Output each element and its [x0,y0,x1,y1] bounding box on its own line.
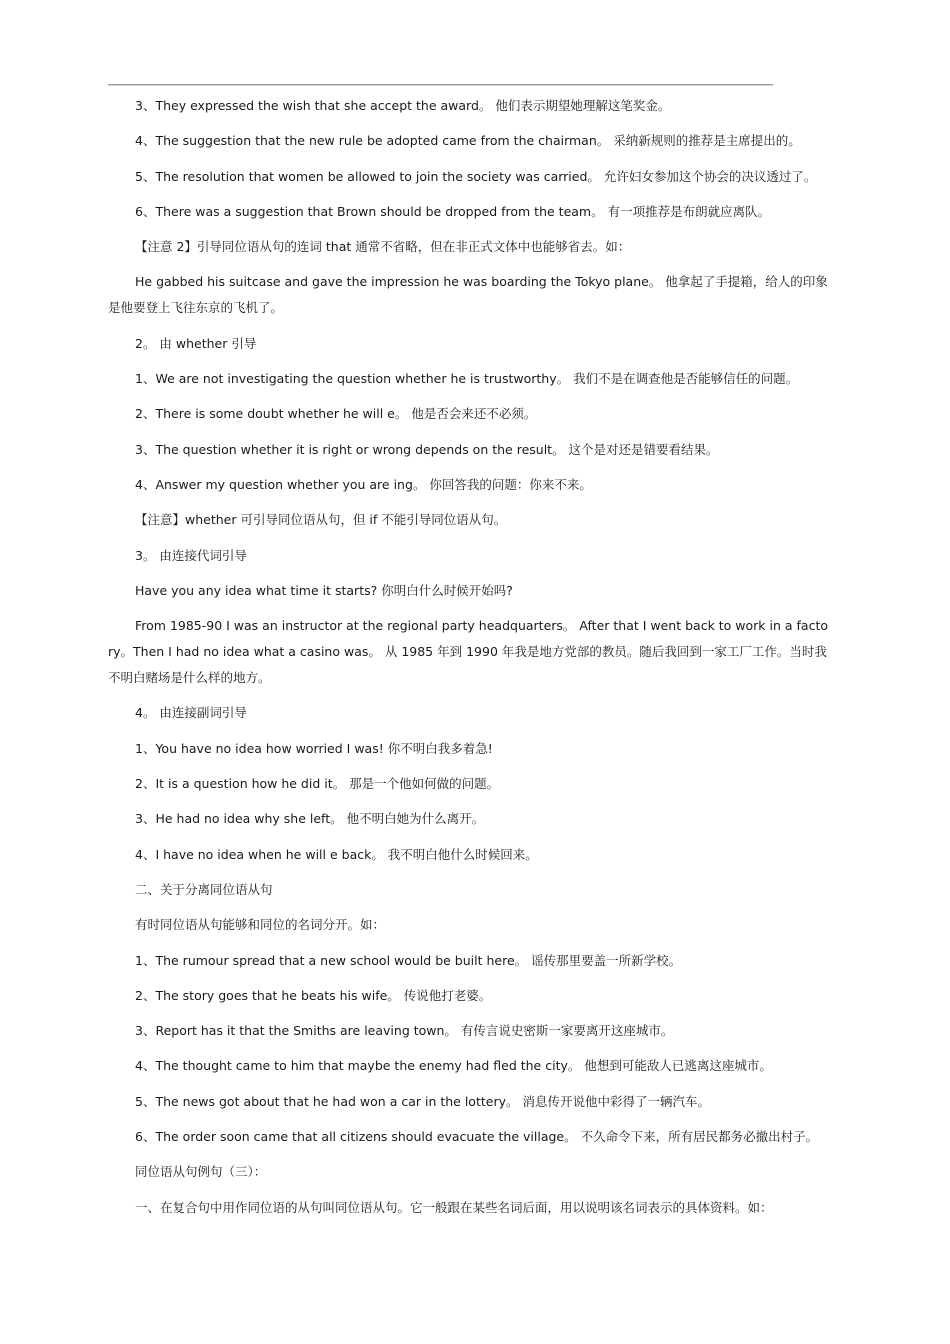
section-heading: 4。 由连接副词引导 [135,705,247,721]
header-rule [108,84,773,86]
document-body [108,93,830,1221]
paragraph: 5、The news got about that he had won a car in the lottery。 消息传开说他中彩得了一辆汽车。 [135,1093,710,1109]
note-paragraph: 【注意 2】引导同位语从句的连词 that 通常不省略，但在非正式文体中也能够省去。如： [135,239,631,255]
paragraph: Have you any idea what time it starts? 你明白什么时候开始吗? [135,582,513,598]
paragraph: 3、They expressed the wish that she accept the award。 他们表示期望她理解这笔奖金。 [135,98,671,113]
paragraph: 3、Report has it that the Smiths are leaving town。 有传言说史密斯一家要离开这座城市。 [135,1023,674,1039]
paragraph: 有时同位语从句能够和同位的名词分开。如： [135,917,386,933]
paragraph: 一、在复合句中用作同位语的从句叫同位语从句。它一般跟在某些名词后面，用以说明该名词表示的具体资料。如： [135,1199,773,1215]
paragraph: From 1985-90 I was an instructor at the regional party headquarters。 After that I went back to work in a factory。Then I had no idea what a casino was。 从 1985 年到 1990 年我是地方党部的教员。随后我回到一家工厂工作。当时我不明白赌场是什么样的地方。 [108,618,829,686]
paragraph: 4、The thought came to him that maybe the enemy had fled the city。 他想到可能敌人已逃离这座城市。 [135,1058,772,1074]
paragraph: 2、It is a question how he did it。 那是一个他如何做的问题。 [135,776,500,792]
paragraph: 1、The rumour spread that a new school would be built here。 谣传那里要盖一所新学校。 [135,952,682,968]
paragraph: 6、The order soon came that all citizens should evacuate the village。 不久命令下来，所有居民都务必撤出村子。 [135,1129,819,1145]
paragraph: 5、The resolution that women be allowed to join the society was carried。 允许妇女参加这个协会的决议透过了。 [135,168,817,184]
paragraph: 2、The story goes that he beats his wife。 传说他打老婆。 [135,987,492,1003]
paragraph: 4、I have no idea when he will e back。 我不明白他什么时候回来。 [135,846,538,862]
section-heading: 同位语从句例句（三）： [135,1164,267,1180]
section-heading: 3。 由连接代词引导 [135,547,247,563]
paragraph: 3、The question whether it is right or wrong depends on the result。 这个是对还是错要看结果。 [135,441,719,457]
paragraph: He gabbed his suitcase and gave the impression he was boarding the Tokyo plane。 他拿起了手提箱，给人的印象是他要登上飞往东京的飞机了。 [108,274,828,316]
note-paragraph: 【注意】whether 可引导同位语从句，但 if 不能引导同位语从句。 [135,512,507,528]
section-heading: 2。 由 whether 引导 [135,335,257,351]
paragraph: 6、There was a suggestion that Brown should be dropped from the team。 有一项推荐是布朗就应离队。 [135,203,771,219]
paragraph: 4、Answer my question whether you are ing。 你回答我的问题：你来不来。 [135,476,592,492]
paragraph: 2、There is some doubt whether he will e。 他是否会来还不必须。 [135,406,537,422]
paragraph: 1、We are not investigating the question whether he is trustworthy。 我们不是在调查他是否能够信任的问题。 [135,371,799,387]
paragraph: 4、The suggestion that the new rule be adopted came from the chairman。 采纳新规则的推荐是主席提出的。 [135,133,801,149]
paragraph: 3、He had no idea why she left。 他不明白她为什么离开。 [135,811,485,827]
section-heading: 二、关于分离同位语从句 [135,881,273,897]
paragraph: 1、You have no idea how worried I was! 你不明白我多着急! [135,740,493,756]
